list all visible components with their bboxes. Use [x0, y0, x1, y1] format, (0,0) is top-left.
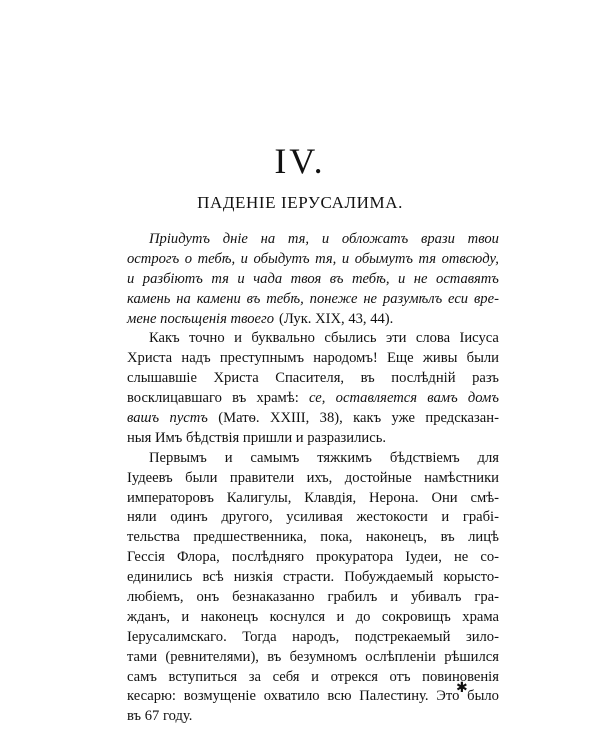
word: тя, — [287, 231, 310, 247]
epigraph-line — [127, 310, 499, 330]
word: и — [240, 250, 248, 267]
word: были — [185, 469, 218, 486]
word: (ревнителями), — [165, 648, 259, 665]
word: себя — [272, 668, 300, 685]
word: Христа — [127, 350, 173, 367]
word: вашъ — [127, 410, 160, 427]
word: Іудеевъ — [127, 469, 173, 486]
word: для — [477, 449, 499, 466]
epigraph-line — [127, 270, 499, 290]
word: 38), — [319, 410, 343, 427]
word: живы — [422, 350, 458, 367]
word: убивалъ — [410, 589, 462, 606]
word: и — [341, 250, 350, 267]
word: въ — [232, 390, 247, 407]
epigraph-line — [127, 250, 499, 270]
word: отъ — [389, 668, 411, 685]
word: тебѣ, — [266, 290, 304, 307]
word: тя, — [315, 250, 337, 267]
word: тяжкимъ — [317, 449, 372, 466]
word: предшественника, — [193, 529, 307, 546]
word: Іерусалимскаго. — [127, 628, 227, 645]
word: преступнымъ — [219, 350, 304, 367]
word: вступиться — [168, 668, 238, 685]
word: дніе — [222, 231, 248, 247]
word: Пріидутъ — [149, 231, 210, 247]
word: за — [248, 668, 261, 685]
word: тебѣ, — [351, 270, 390, 287]
word: слышавшіе — [127, 370, 197, 387]
word: были — [466, 350, 499, 367]
word: до — [355, 608, 371, 625]
paragraph-line — [127, 687, 499, 707]
word: обымутъ — [354, 250, 413, 267]
word: достойные — [344, 469, 412, 486]
word: единились — [127, 569, 193, 586]
word: прокуратора — [315, 549, 394, 566]
paragraph-line — [127, 389, 499, 409]
word: жестокости — [356, 509, 428, 526]
word: народъ, — [292, 628, 340, 645]
paragraph-line — [127, 707, 499, 727]
word: рѣшился — [444, 648, 499, 665]
word: и — [234, 330, 242, 347]
word: Флора, — [176, 549, 220, 566]
word: было — [467, 688, 499, 705]
ornament-mark: ✱ — [456, 680, 468, 696]
word: какъ — [353, 410, 382, 427]
word: Іисуса — [459, 330, 499, 347]
epigraph-line — [127, 290, 499, 310]
paragraph-line — [127, 508, 499, 528]
word: страсти. — [283, 569, 335, 586]
word: тя — [211, 270, 229, 287]
paragraph-line — [127, 588, 499, 608]
word: и — [336, 608, 345, 625]
word: и — [311, 668, 319, 685]
word: ихъ, — [306, 469, 333, 486]
word: зило- — [465, 628, 499, 645]
word: эти — [385, 330, 407, 347]
paragraph-line — [127, 469, 499, 489]
word: Они — [431, 489, 458, 506]
word: Это — [436, 688, 460, 705]
word: отвсюду, — [441, 250, 499, 267]
word: тами — [127, 648, 158, 665]
text-segment: въ 67 году. — [127, 708, 193, 725]
word: и — [390, 589, 399, 606]
word: Побуждаемый — [344, 569, 434, 586]
word: храма — [462, 608, 499, 625]
word: разъ — [472, 370, 499, 387]
word: обыдутъ — [253, 250, 310, 267]
paragraph-line — [127, 429, 499, 449]
word: Палестину. — [359, 688, 429, 705]
word: острогъ — [127, 250, 180, 267]
word: на — [260, 231, 276, 247]
word: любіемъ, — [127, 589, 184, 606]
word: не — [363, 290, 378, 307]
word: низкія — [233, 569, 273, 586]
word: наконецъ — [200, 608, 259, 625]
word: Нерона. — [369, 489, 419, 506]
word: камени — [196, 290, 241, 307]
word: о — [184, 250, 193, 267]
word: камень — [127, 290, 171, 307]
word: восклицавшаго — [127, 390, 222, 407]
word: императоровъ — [127, 489, 214, 506]
word: безнаказанно — [232, 589, 315, 606]
word: домъ — [467, 390, 499, 407]
word: няли — [127, 509, 157, 526]
word: повиновенія — [422, 668, 499, 685]
word: послѣдній — [391, 370, 456, 387]
word: гра- — [474, 589, 499, 606]
paragraph-line — [127, 668, 499, 688]
word: безумномъ — [289, 648, 357, 665]
word: Первымъ — [149, 449, 207, 466]
word: врази — [420, 231, 455, 247]
word: грабилъ — [327, 589, 378, 606]
word: храмѣ: — [256, 390, 299, 407]
word: XXIII, — [269, 410, 310, 427]
word: понеже — [309, 290, 358, 307]
word: сокровищъ — [381, 608, 451, 625]
word: сбылись — [324, 330, 377, 347]
word: разбіютъ — [142, 270, 203, 287]
word: оставятъ — [436, 270, 499, 287]
word: разумѣлъ — [382, 290, 443, 307]
paragraph-line — [127, 568, 499, 588]
word: правители — [229, 469, 295, 486]
word: оставляется — [335, 390, 418, 407]
word: и — [321, 231, 330, 247]
word: точно — [189, 330, 225, 347]
word: и — [181, 608, 190, 625]
word: пока, — [320, 529, 353, 546]
word: подстрекаемый — [354, 628, 451, 645]
word: кесарю: — [127, 688, 176, 705]
paragraph-line — [127, 329, 499, 349]
text-segment: (Лук. XIX, 43, 44). — [279, 310, 394, 327]
word: народомъ! — [313, 350, 378, 367]
epigraph-line — [127, 230, 499, 250]
word: въ — [440, 529, 455, 546]
word: твоя — [290, 270, 322, 287]
chapter-number: IV. — [274, 141, 326, 181]
word: и — [224, 449, 233, 466]
word: всю — [327, 688, 352, 705]
word: Іудеи, — [405, 549, 442, 566]
word: со- — [480, 549, 499, 566]
word: охватило — [263, 688, 320, 705]
paragraph-line — [127, 349, 499, 369]
word: вамъ — [427, 390, 458, 407]
word: бѣдствіемъ — [389, 449, 460, 466]
word: чада — [253, 270, 283, 287]
word: корысто- — [443, 569, 499, 586]
word: тебѣ, — [197, 250, 236, 267]
word: предсказан- — [425, 410, 499, 427]
text-segment: мене посѣщенія твоего — [127, 310, 274, 327]
word: Еще — [386, 350, 414, 367]
word: въ — [246, 290, 261, 307]
paragraph-line — [127, 648, 499, 668]
word: тя — [418, 250, 437, 267]
word: Калигулы, — [226, 489, 292, 506]
word: Тогда — [242, 628, 277, 645]
word: надъ — [181, 350, 211, 367]
word: буквально — [251, 330, 315, 347]
word: обложатъ — [341, 231, 409, 247]
paragraph-line — [127, 528, 499, 548]
word: грабі- — [462, 509, 499, 526]
paragraph-line — [127, 548, 499, 568]
word: наконецъ, — [365, 529, 428, 546]
word: онъ — [196, 589, 220, 606]
word: жданъ, — [127, 608, 170, 625]
word: всѣ — [202, 569, 224, 586]
word: ослѣпленіи — [365, 648, 436, 665]
word: лицѣ — [468, 529, 499, 546]
word: и — [398, 270, 406, 287]
word: въ — [329, 270, 344, 287]
word: Гессія — [127, 549, 165, 566]
word: смѣ- — [470, 489, 499, 506]
word: Христа — [213, 370, 259, 387]
word: не — [453, 549, 469, 566]
word: возмущеніе — [183, 688, 256, 705]
word: отрекся — [330, 668, 378, 685]
word: еси — [448, 290, 469, 307]
word: вре- — [473, 290, 499, 307]
text-body — [127, 230, 499, 727]
word: въ — [360, 370, 375, 387]
word: другого, — [221, 509, 273, 526]
word: (Матѳ. — [218, 410, 260, 427]
paragraph-line — [127, 608, 499, 628]
word: пустъ — [169, 410, 208, 427]
word: Спасителя, — [275, 370, 345, 387]
paragraph-line — [127, 628, 499, 648]
word: и — [127, 270, 135, 287]
word: одинъ — [170, 509, 208, 526]
word: усиливая — [286, 509, 343, 526]
word: твои — [467, 231, 499, 247]
text-segment: ныя Имъ бѣдствія пришли и разразились. — [127, 429, 386, 446]
word: на — [176, 290, 191, 307]
word: послѣдняго — [231, 549, 304, 566]
word: и — [237, 270, 245, 287]
word: коснулся — [269, 608, 326, 625]
word: самъ — [127, 668, 157, 685]
word: Какъ — [149, 330, 180, 347]
paragraph-line — [127, 449, 499, 469]
paragraph-line — [127, 489, 499, 509]
paragraph-line — [127, 369, 499, 389]
word: слова — [415, 330, 451, 347]
paragraph-line — [127, 409, 499, 429]
word: се, — [309, 390, 326, 407]
word: уже — [391, 410, 415, 427]
word: не — [413, 270, 428, 287]
word: тельства — [127, 529, 180, 546]
word: и — [441, 509, 450, 526]
chapter-title: ПАДЕНІЕ ІЕРУСАЛИМА. — [197, 193, 403, 212]
word: въ — [267, 648, 282, 665]
word: Клавдія, — [304, 489, 357, 506]
word: намѣстники — [424, 469, 499, 486]
word: самымъ — [250, 449, 300, 466]
